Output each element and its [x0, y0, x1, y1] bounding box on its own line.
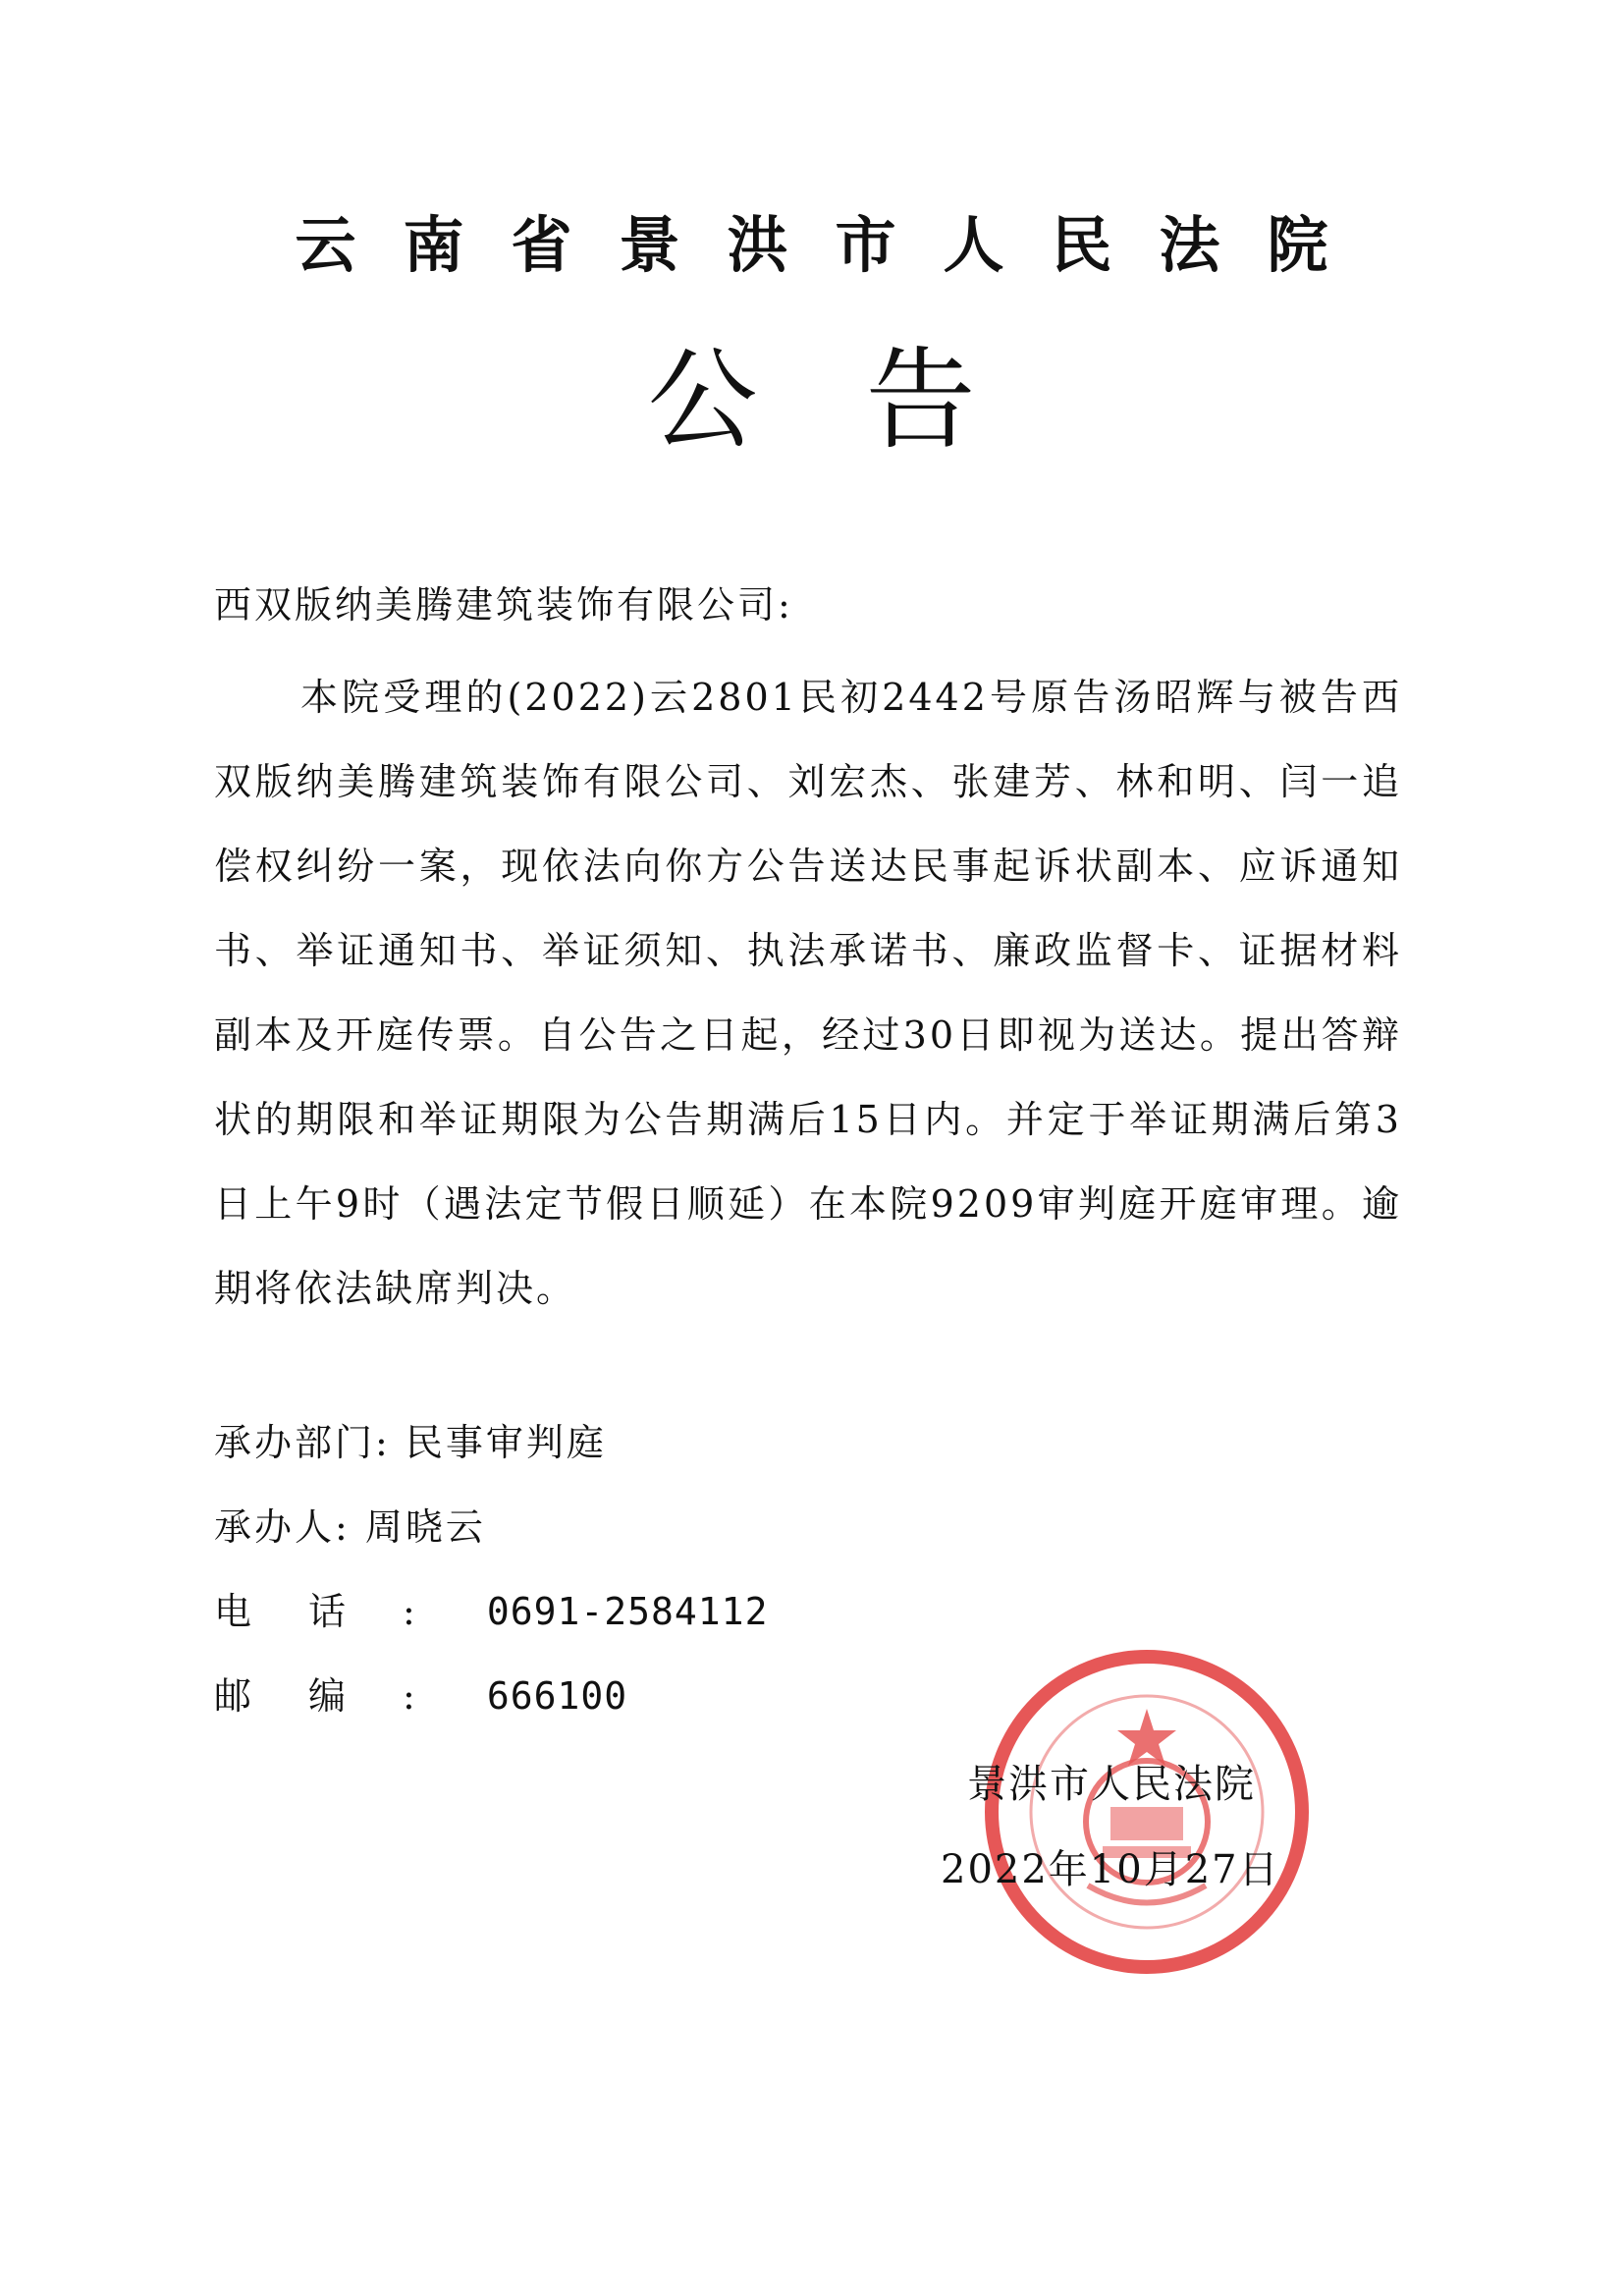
- postcode-value: 666100: [486, 1674, 628, 1718]
- phone-value: 0691-2584112: [486, 1590, 769, 1633]
- signature-court: 景洪市人民法院: [967, 1762, 1256, 1807]
- court-name-heading: 云南省景洪市人民法院: [295, 209, 1376, 281]
- handler-row: [214, 1497, 768, 1581]
- phone-label: 电话:: [214, 1590, 472, 1633]
- department-label: 承办部门:: [214, 1421, 391, 1464]
- postcode-label: 邮编:: [214, 1674, 472, 1718]
- contact-info: [214, 1412, 768, 1750]
- postcode-row: [214, 1666, 768, 1750]
- court-seal-stamp: [985, 1650, 1309, 1974]
- department-row: [214, 1412, 768, 1497]
- seal-emblem-icon: [985, 1650, 1309, 1974]
- handler-value: 周晓云: [364, 1505, 486, 1549]
- document-type-title: 公告: [647, 337, 1084, 465]
- department-value: 民事审判庭: [405, 1421, 607, 1464]
- handler-label: 承办人:: [214, 1505, 351, 1549]
- signature-date: 2022年10月27日: [941, 1847, 1280, 1892]
- addressee: 西双版纳美腾建筑装饰有限公司:: [214, 583, 793, 627]
- announcement-body: 本院受理的(2022)云2801民初2442号原告汤昭辉与被告西双版纳美腾建筑装饰有限公司、刘宏杰、张建芳、林和明、闫一追偿权纠纷一案，现依法向你方公告送达民事起诉状副本、应诉通知书、举证通知书、举证须知、执法承诺书、廉政监督卡、证据材料副本及开庭传票。自公告之日起，经过30日即视为送达。提出答辩状的期限和举证期限为公告期满后15日内。并定于举证期满后第3日上午9时（遇法定节假日顺延）在本院9209审判庭开庭审理。逾期将依法缺席判决。: [214, 676, 1402, 1310]
- phone-row: [214, 1581, 768, 1666]
